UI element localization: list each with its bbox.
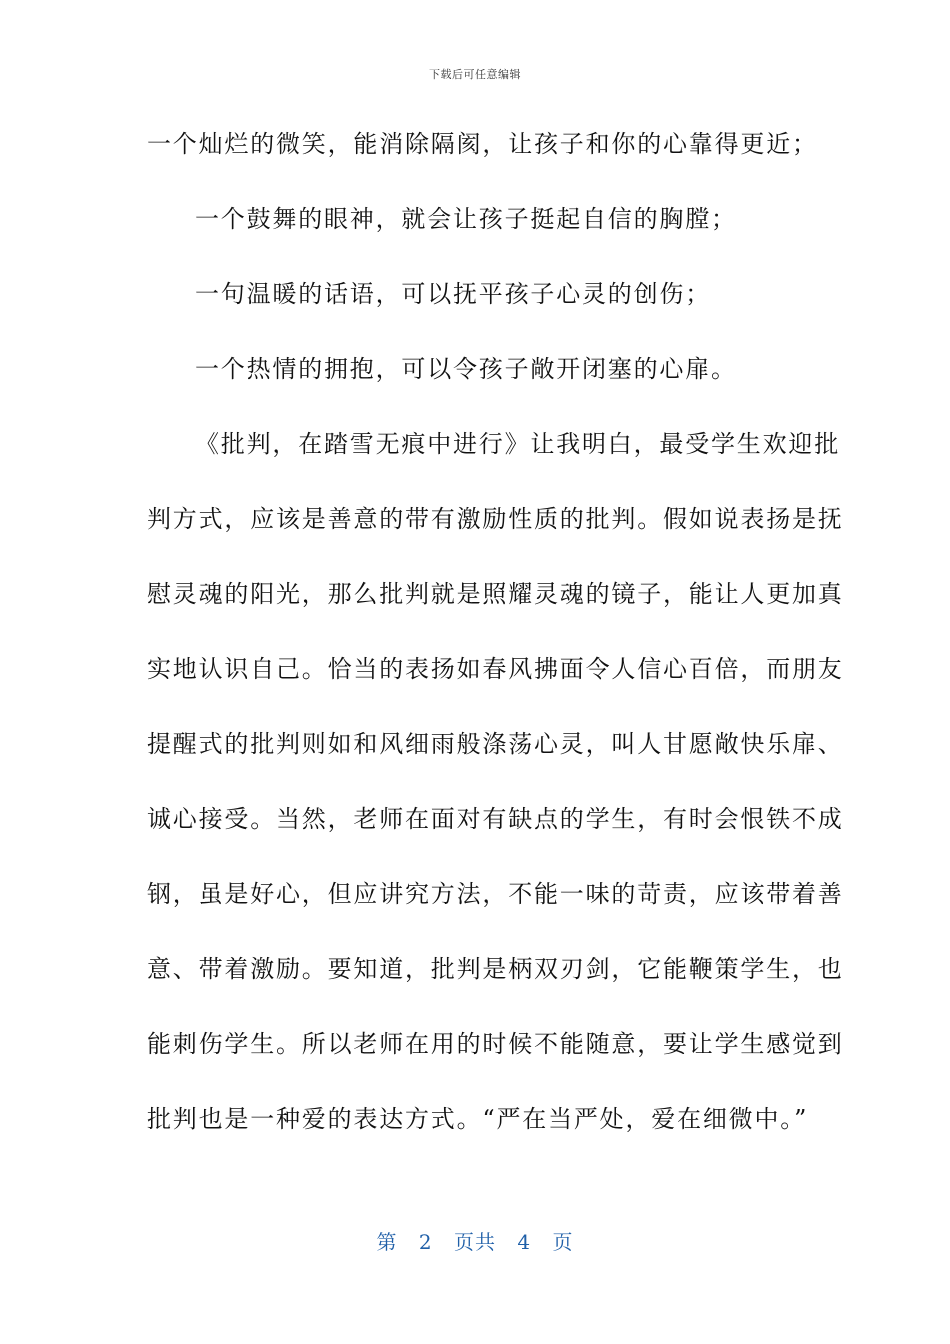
paragraph-line: 批判也是一种爱的表达方式。“严在当严处，爱在细微中。” [147,1105,809,1133]
paragraph-line: 一句温暖的话语，可以抚平孩子心灵的创伤； [195,280,711,308]
page-label-prefix: 第 [376,1230,398,1254]
paragraph-line: 一个鼓舞的眼神，就会让孩子挺起自信的胸膛； [195,205,737,233]
paragraph-line: 《批判，在踏雪无痕中进行》让我明白，最受学生欢迎批 [195,430,840,458]
page-label-suffix: 页 [552,1230,574,1254]
paragraph-line: 判方式，应该是善意的带有激励性质的批判。假如说表扬是抚 [147,505,844,533]
paragraph-line: 一个灿烂的微笑，能消除隔阂，让孩子和你的心靠得更近； [147,130,818,158]
paragraph-line: 诚心接受。当然，老师在面对有缺点的学生，有时会恨铁不成 [147,805,844,833]
paragraph-line: 能刺伤学生。所以老师在用的时候不能随意，要让学生感觉到 [147,1030,844,1058]
paragraph-line: 钢，虽是好心，但应讲究方法，不能一味的苛责，应该带着善 [147,880,844,908]
page-header: 下载后可任意编辑 [429,68,521,81]
paragraph-line: 提醒式的批判则如和风细雨般涤荡心灵，叫人甘愿敞快乐扉、 [147,730,844,758]
page-label-mid: 页共 [454,1230,496,1254]
paragraph-line: 慰灵魂的阳光，那么批判就是照耀灵魂的镜子，能让人更加真 [147,580,844,608]
paragraph-line: 一个热情的拥抱，可以令孩子敞开闭塞的心扉。 [195,355,737,383]
paragraph-line: 实地认识自己。恰当的表扬如春风拂面令人信心百倍，而朋友 [147,655,844,683]
page-footer [0,1226,950,1255]
page-number: 2 [418,1230,433,1254]
total-pages: 4 [517,1230,532,1254]
paragraph-line: 意、带着激励。要知道，批判是柄双刃剑，它能鞭策学生，也 [147,955,844,983]
